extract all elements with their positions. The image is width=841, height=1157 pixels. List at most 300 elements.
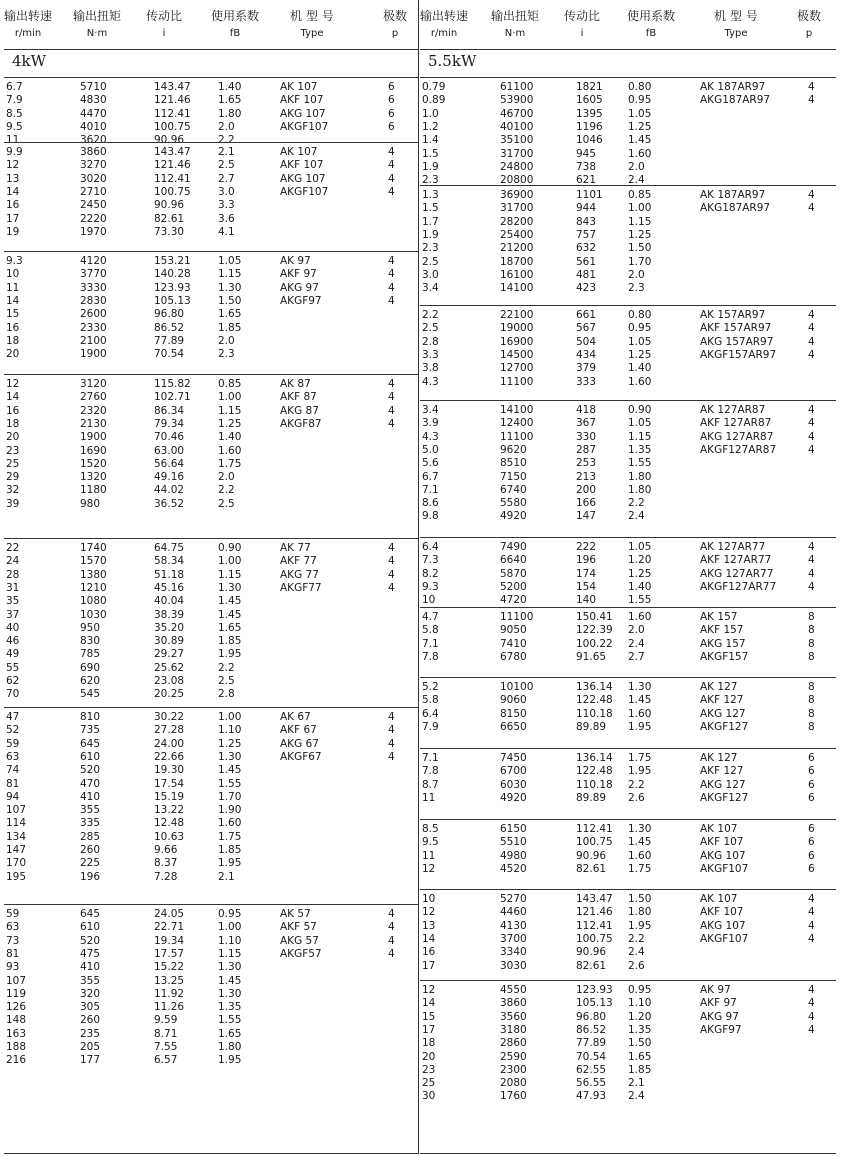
torque-cell: 6640 [500,554,527,567]
table-row [420,309,836,322]
ratio-cell: 7.28 [154,870,178,883]
service-factor-cell: 1.15 [218,947,242,960]
ratio-cell: 287 [576,443,597,456]
ratio-cell: 213 [576,470,597,483]
ratio-cell: 90.96 [154,134,185,147]
service-factor-cell: 1.80 [218,1041,242,1053]
service-factor-cell: 1.25 [218,737,242,750]
ratio-cell: 24.05 [154,908,185,920]
header-service-factor [204,9,266,40]
type-cell: AK 77 [280,542,311,554]
torque-cell: 14100 [500,282,534,295]
table-row [4,871,418,884]
speed-cell: 170 [6,857,27,870]
torque-cell: 3180 [500,1023,527,1036]
type-cell: AK 107 [280,146,318,158]
speed-cell: 188 [6,1041,27,1053]
torque-cell: 6780 [500,650,527,663]
speed-cell: 2.3 [422,242,439,255]
torque-cell: 2710 [80,185,107,198]
speed-cell: 3.9 [422,417,439,430]
poles-cell: 4 [808,443,815,456]
type-cell: AK 127AR87 [700,404,766,416]
ratio-cell: 200 [576,483,597,496]
torque-cell: 7490 [500,541,527,553]
torque-cell: 690 [80,661,101,674]
torque-cell: 645 [80,737,101,750]
poles-cell: 4 [388,737,395,750]
ratio-cell: 330 [576,430,597,443]
ratio-cell: 15.19 [154,790,185,803]
table-row [420,94,836,107]
ratio-cell: 11.26 [154,1001,185,1014]
header-unit: p [805,28,813,39]
header-unit: N·m [86,28,108,39]
poles-cell: 4 [388,711,395,723]
speed-cell: 11 [6,281,20,294]
ratio-cell: 567 [576,322,597,335]
service-factor-cell: 2.7 [218,172,235,185]
speed-cell: 7.9 [6,94,23,107]
table-row [420,457,836,470]
service-factor-cell: 1.60 [628,849,652,862]
speed-cell: 9.5 [422,836,439,849]
service-factor-cell: 2.4 [628,946,645,959]
service-factor-cell: 2.2 [628,932,645,945]
speed-cell: 39 [6,497,20,510]
poles-cell: 6 [388,120,395,133]
ratio-cell: 143.47 [576,893,613,905]
speed-cell: 163 [6,1027,27,1040]
service-factor-cell: 1.50 [218,294,242,307]
ratio-cell: 89.89 [576,720,607,733]
table-row [4,778,418,791]
table-row [420,349,836,362]
torque-cell: 4460 [500,906,527,919]
table-row [420,1011,836,1024]
table-row [420,611,836,624]
torque-cell: 785 [80,648,101,661]
ratio-cell: 222 [576,541,597,553]
torque-cell: 20800 [500,174,534,187]
speed-cell: 4.3 [422,375,439,388]
type-cell: AKGF77 [280,581,322,594]
service-factor-cell: 2.0 [218,334,235,347]
type-cell: AK 87 [280,378,311,390]
type-cell: AKG 127 [700,778,746,791]
table-row [4,173,418,186]
poles-cell: 4 [808,984,815,996]
ratio-cell: 24.00 [154,737,185,750]
service-factor-cell: 1.95 [218,1054,242,1067]
speed-cell: 47 [6,711,20,723]
poles-cell: 4 [388,947,395,960]
torque-cell: 3620 [80,134,107,147]
type-cell: AKG 67 [280,737,319,750]
speed-cell: 2.5 [422,255,439,268]
table-row [4,391,418,404]
torque-cell: 9620 [500,443,527,456]
service-factor-cell: 0.80 [628,309,652,321]
service-factor-cell: 2.1 [218,870,235,883]
speed-cell: 3.8 [422,362,439,375]
header-service-factor [620,9,682,40]
table-row [4,582,418,595]
service-factor-cell: 1.70 [628,255,652,268]
speed-cell: 46 [6,635,20,648]
torque-cell: 1970 [80,225,107,238]
model-group [420,748,836,808]
header-label: 使用系数 [210,9,259,23]
ratio-cell: 96.80 [154,308,185,321]
table-row [4,975,418,988]
service-factor-cell: 1.05 [218,255,242,267]
torque-cell: 5200 [500,580,527,593]
service-factor-cell: 2.4 [628,510,645,523]
service-factor-cell: 0.95 [628,322,652,335]
ratio-cell: 434 [576,348,597,361]
table-row [4,648,418,661]
table-row [4,635,418,648]
service-factor-cell: 1.30 [218,281,242,294]
torque-cell: 6740 [500,483,527,496]
service-factor-cell: 2.5 [218,675,235,687]
speed-cell: 5.6 [422,457,439,470]
type-cell: AKGF127 [700,720,749,733]
ratio-cell: 90.96 [576,946,607,959]
speed-cell: 62 [6,675,20,687]
service-factor-cell: 1.60 [628,147,652,160]
torque-cell: 3330 [80,281,107,294]
speed-cell: 20 [6,348,20,361]
poles-cell: 4 [808,893,815,905]
table-row [420,242,836,255]
table-row [4,935,418,948]
speed-cell: 25 [422,1077,436,1090]
table-row [420,933,836,946]
speed-cell: 1.3 [422,189,439,201]
poles-cell: 6 [808,778,815,791]
torque-cell: 18700 [500,255,534,268]
speed-cell: 8.5 [6,107,23,120]
ratio-cell: 944 [576,202,597,215]
ratio-cell: 44.02 [154,484,185,497]
ratio-cell: 147 [576,510,597,523]
torque-cell: 810 [80,711,101,723]
header-torque [70,9,124,40]
poles-cell: 4 [388,159,395,172]
ratio-cell: 122.48 [576,765,613,778]
ratio-cell: 70.54 [576,1050,607,1063]
poles-cell: 8 [808,694,815,707]
service-factor-cell: 1.60 [628,707,652,720]
torque-cell: 830 [80,635,101,648]
table-row [420,189,836,202]
ratio-cell: 70.54 [154,348,185,361]
service-factor-cell: 0.85 [628,189,652,201]
table-row [420,134,836,147]
table-row [4,418,418,431]
ratio-cell: 9.66 [154,844,178,856]
torque-cell: 5710 [80,81,107,93]
ratio-cell: 30.89 [154,635,185,648]
speed-cell: 32 [6,484,20,497]
ratio-cell: 136.14 [576,752,613,764]
speed-cell: 4.7 [422,611,439,623]
service-factor-cell: 0.95 [628,984,652,996]
poles-cell: 4 [808,81,815,93]
service-factor-cell: 1.85 [218,635,242,648]
ratio-cell: 105.13 [154,294,191,307]
table-row [4,348,418,361]
table-row [420,997,836,1010]
service-factor-cell: 1.25 [628,120,652,133]
model-group [420,305,836,392]
table-row [4,595,418,608]
speed-cell: 0.89 [422,94,446,107]
poles-cell: 8 [808,611,815,623]
table-row [4,186,418,199]
table-row [420,554,836,567]
service-factor-cell: 1.75 [218,457,242,470]
ratio-cell: 17.57 [154,947,185,960]
type-cell: AKF 157 [700,624,744,637]
service-factor-cell: 2.4 [628,1090,645,1103]
type-cell: AK 97 [280,255,311,267]
service-factor-cell: 1.30 [218,750,242,763]
table-row [4,295,418,308]
poles-cell: 4 [808,554,815,567]
service-factor-cell: 0.95 [218,908,242,920]
speed-cell: 3.3 [422,348,439,361]
torque-cell: 2320 [80,404,107,417]
table-row [4,146,418,159]
torque-cell: 2590 [500,1050,527,1063]
poles-cell: 4 [388,908,395,920]
service-factor-cell: 1.75 [218,830,242,843]
type-cell: AKGF157 [700,650,749,663]
type-cell: AKGF107 [280,120,329,133]
header-label: 机 型 号 [714,9,758,23]
table-bottom-rule [420,1153,836,1154]
header-label: 使用系数 [626,9,675,23]
ratio-cell: 121.46 [154,94,191,107]
speed-cell: 14 [6,391,20,404]
table-header [4,3,418,50]
speed-cell: 5.8 [422,624,439,637]
ratio-cell: 56.55 [576,1077,607,1090]
service-factor-cell: 2.3 [218,348,235,361]
torque-cell: 16900 [500,335,534,348]
torque-cell: 4720 [500,594,527,607]
type-cell: AKGF97 [280,294,322,307]
ratio-cell: 49.16 [154,471,185,484]
speed-cell: 63 [6,750,20,763]
poles-cell: 4 [388,750,395,763]
type-cell: AKF 107 [280,94,324,107]
table-row [420,444,836,457]
header-unit: fB [645,28,657,39]
ratio-cell: 19.30 [154,764,185,777]
speed-cell: 7.8 [422,650,439,663]
table-row [4,282,418,295]
model-group [420,77,836,190]
table-row [4,542,418,555]
ratio-cell: 40.04 [154,595,185,608]
ratio-cell: 1605 [576,94,603,107]
speed-cell: 14 [422,997,436,1010]
type-cell: AK 127AR77 [700,541,766,553]
torque-cell: 410 [80,961,101,974]
service-factor-cell: 1.70 [218,790,242,803]
speed-cell: 18 [6,417,20,430]
speed-cell: 23 [422,1063,436,1076]
speed-cell: 29 [6,471,20,484]
table-row [4,724,418,737]
ratio-cell: 166 [576,497,597,510]
ratio-cell: 253 [576,457,597,470]
service-factor-cell: 1.50 [628,893,652,905]
ratio-cell: 174 [576,567,597,580]
service-factor-cell: 2.8 [218,688,235,701]
type-cell: AKF 127 [700,765,744,778]
torque-cell: 9060 [500,694,527,707]
ratio-cell: 73.30 [154,225,185,238]
ratio-cell: 123.93 [154,281,191,294]
service-factor-cell: 1.25 [628,567,652,580]
torque-cell: 9050 [500,624,527,637]
ratio-cell: 25.62 [154,661,185,674]
torque-cell: 950 [80,621,101,634]
service-factor-cell: 2.4 [628,174,645,187]
table-row [420,362,836,375]
type-cell: AK 107 [280,81,318,93]
table-row [4,662,418,675]
service-factor-cell: 1.30 [218,987,242,1000]
header-label: 输出扭矩 [72,9,121,23]
speed-cell: 16 [422,946,436,959]
ratio-cell: 945 [576,147,597,160]
type-cell: AKF 127AR87 [700,417,772,430]
table-row [420,920,836,933]
service-factor-cell: 1.95 [628,919,652,932]
service-factor-cell: 0.90 [628,404,652,416]
ratio-cell: 45.16 [154,581,185,594]
ratio-cell: 79.34 [154,417,185,430]
table-row [420,906,836,919]
poles-cell: 6 [808,765,815,778]
speed-cell: 134 [6,830,27,843]
table-row [420,984,836,997]
poles-cell: 4 [388,185,395,198]
service-factor-cell: 1.25 [628,228,652,241]
ratio-cell: 30.22 [154,711,185,723]
service-factor-cell: 2.4 [628,637,645,650]
service-factor-cell: 1.75 [628,862,652,875]
table-row [4,751,418,764]
speed-cell: 2.5 [422,322,439,335]
speed-cell: 8.6 [422,497,439,510]
table-row [4,1054,418,1067]
ratio-cell: 121.46 [576,906,613,919]
header-unit: fB [229,28,241,39]
torque-cell: 16100 [500,268,534,281]
table-row [420,694,836,707]
service-factor-cell: 1.45 [628,694,652,707]
service-factor-cell: 1.55 [628,457,652,470]
ratio-cell: 8.71 [154,1027,178,1040]
speed-cell: 3.0 [422,268,439,281]
poles-cell: 4 [808,202,815,215]
table-row [420,850,836,863]
service-factor-cell: 1.15 [218,404,242,417]
speed-cell: 8.2 [422,567,439,580]
speed-cell: 4.3 [422,430,439,443]
service-factor-cell: 2.1 [218,146,235,158]
header-ratio [140,9,188,40]
header-unit: r/min [14,28,42,39]
table-row [420,792,836,805]
speed-cell: 20 [6,431,20,444]
service-factor-cell: 1.55 [218,777,242,790]
ratio-cell: 47.93 [576,1090,607,1103]
table-row [4,948,418,961]
header-label: 传动比 [563,9,600,23]
table-row [420,836,836,849]
service-factor-cell: 1.00 [628,202,652,215]
speed-cell: 30 [422,1090,436,1103]
torque-cell: 235 [80,1027,101,1040]
torque-cell: 1210 [80,581,107,594]
ratio-cell: 418 [576,404,597,416]
torque-cell: 355 [80,804,101,817]
service-factor-cell: 2.2 [628,497,645,510]
header-unit: r/min [430,28,458,39]
ratio-cell: 8.37 [154,857,178,870]
ratio-cell: 56.64 [154,457,185,470]
header-label: 极数 [382,9,407,23]
torque-cell: 260 [80,844,101,856]
service-factor-cell: 1.05 [628,335,652,348]
speed-cell: 40 [6,621,20,634]
service-factor-cell: 1.50 [628,242,652,255]
poles-cell: 4 [388,294,395,307]
poles-cell: 4 [808,404,815,416]
torque-cell: 5580 [500,497,527,510]
type-cell: AKF 97 [700,997,737,1010]
type-cell: AKG187AR97 [700,94,771,107]
header-speed [420,9,468,40]
torque-cell: 2220 [80,212,107,225]
ratio-cell: 143.47 [154,146,191,158]
service-factor-cell: 1.40 [218,431,242,444]
ratio-cell: 757 [576,228,597,241]
table-row [420,541,836,554]
table-row [420,708,836,721]
torque-cell: 8150 [500,707,527,720]
table-row [4,255,418,268]
speed-cell: 0.79 [422,81,446,93]
service-factor-cell: 1.60 [628,375,652,388]
ratio-cell: 62.55 [576,1063,607,1076]
poles-cell: 4 [388,581,395,594]
torque-cell: 1080 [80,595,107,608]
ratio-cell: 89.89 [576,791,607,804]
speed-cell: 13 [422,919,436,932]
table-row [4,791,418,804]
torque-cell: 11100 [500,430,534,443]
service-factor-cell: 1.60 [218,817,242,830]
